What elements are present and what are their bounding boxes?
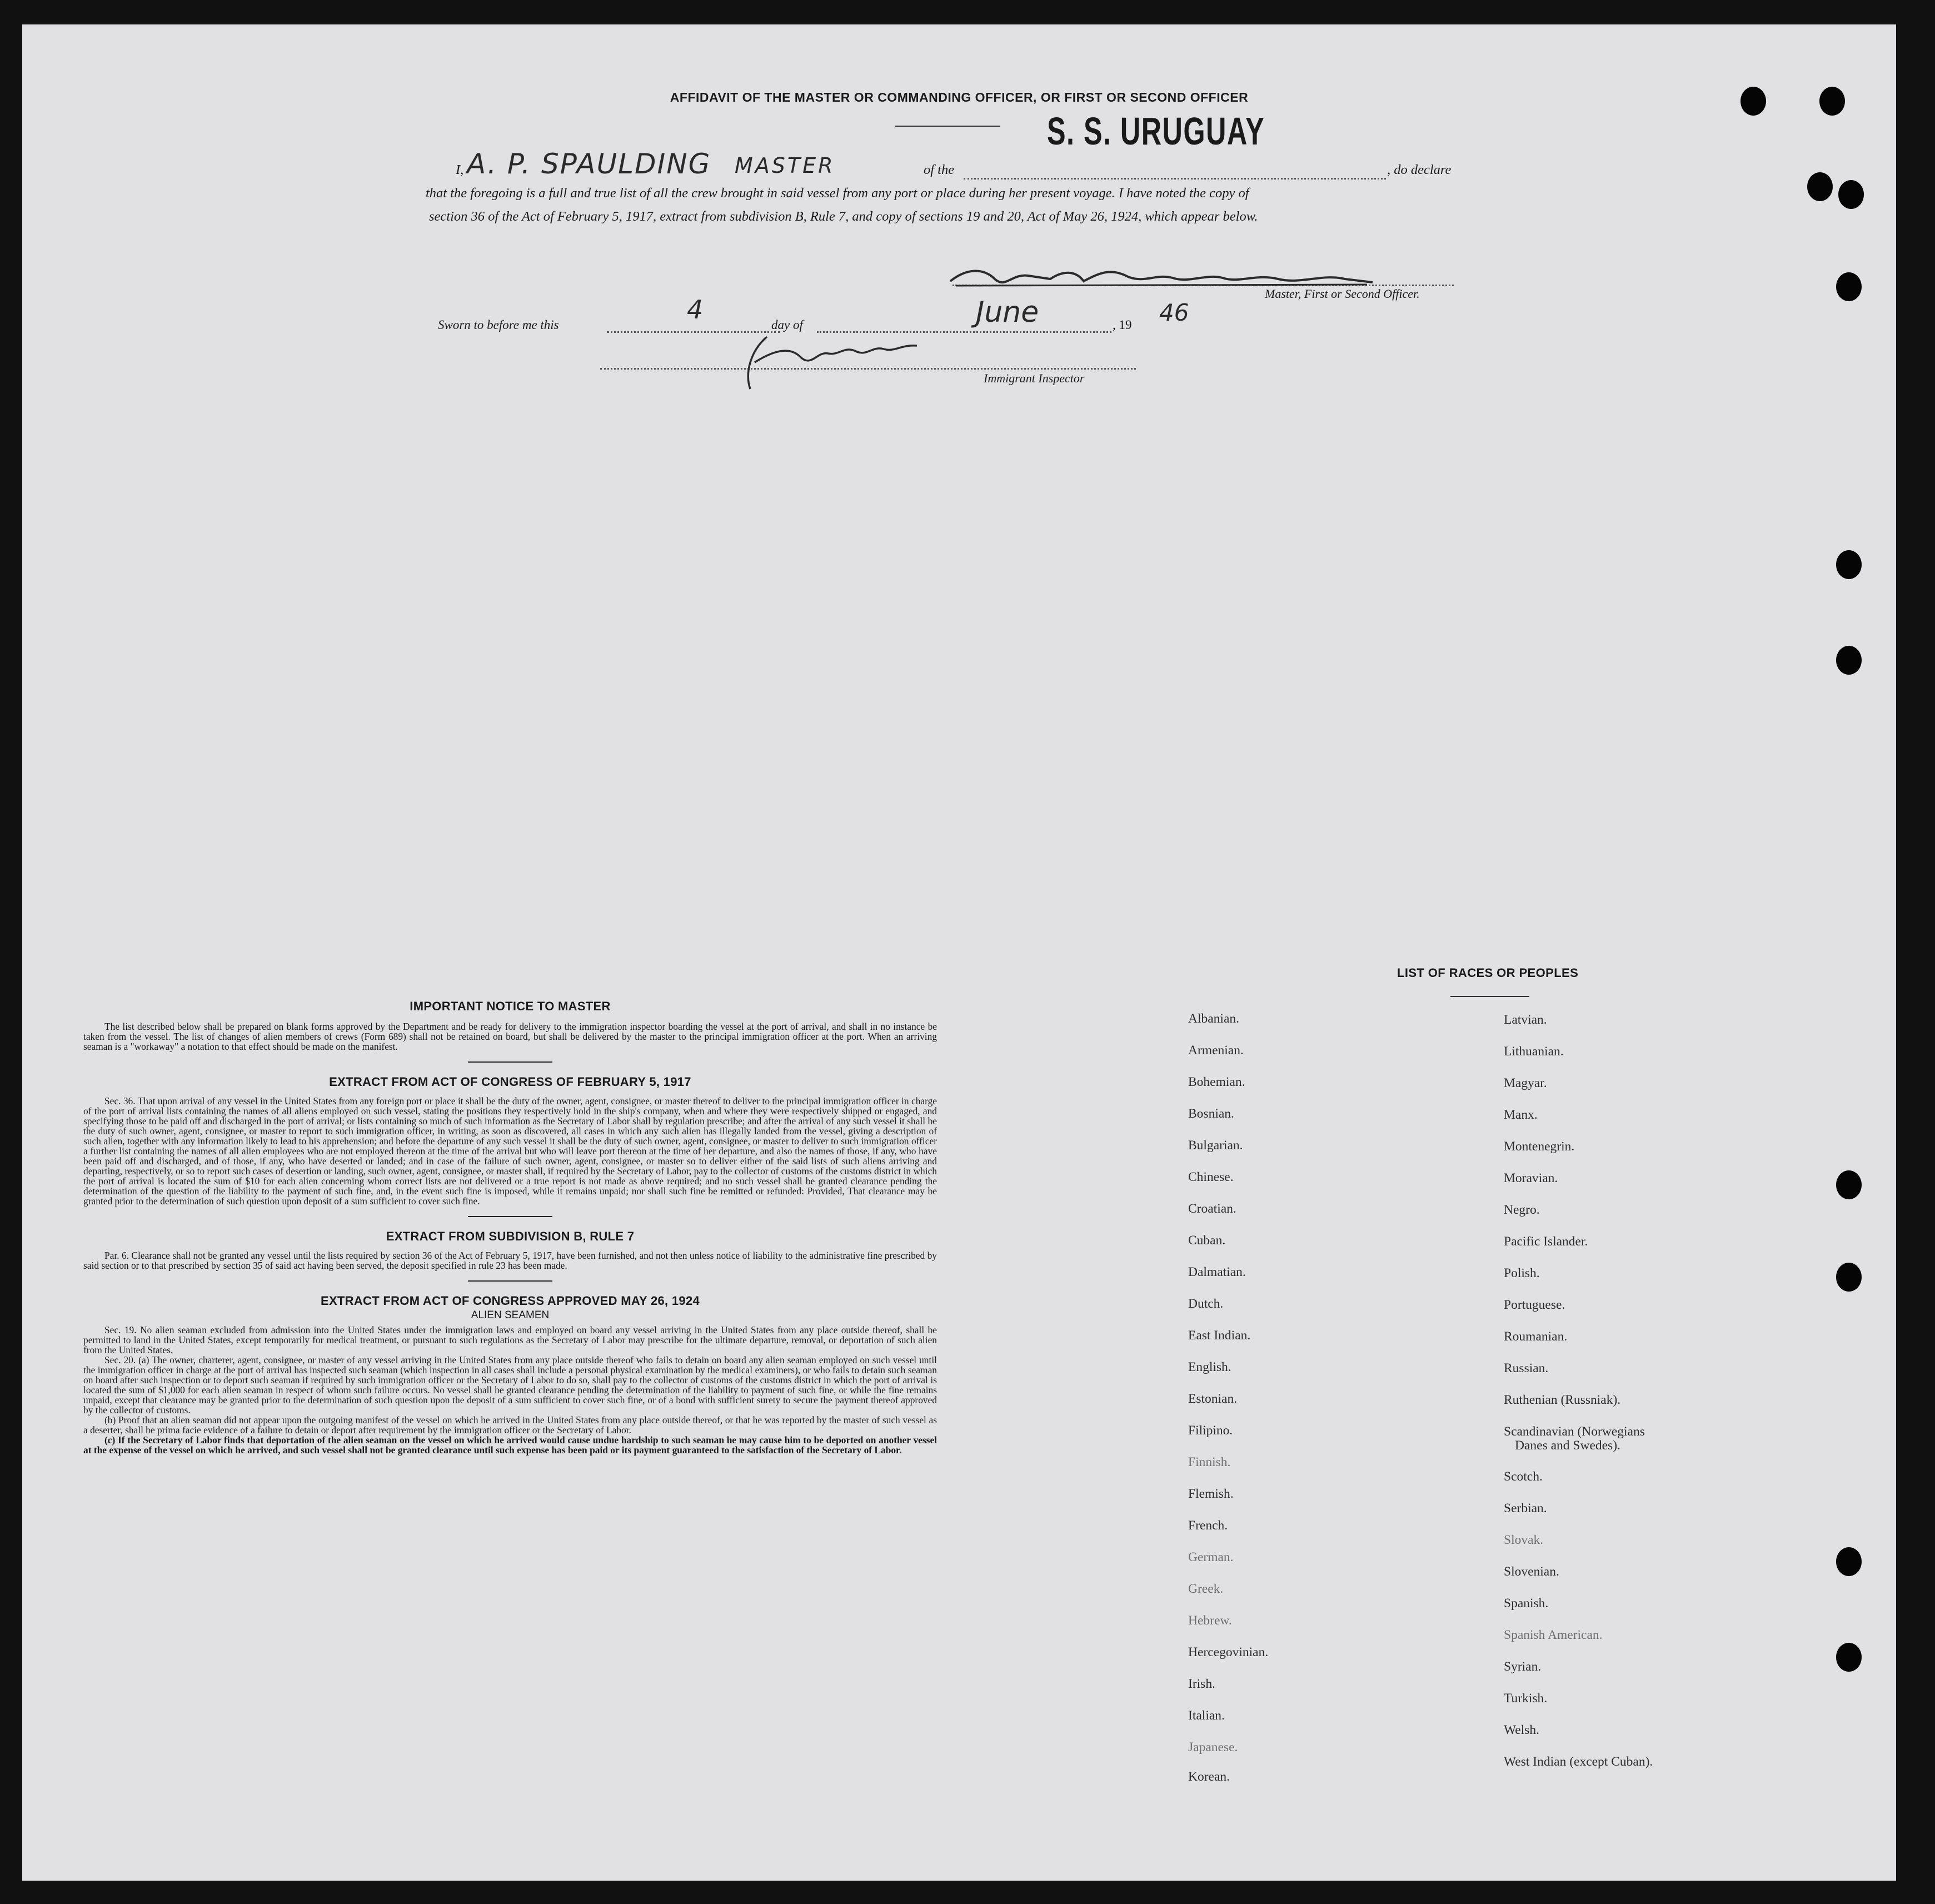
inspector-signature-label: Immigrant Inspector: [984, 371, 1085, 385]
extract-1924-text: [83, 1325, 937, 1455]
handwritten-sworn-month: June: [976, 296, 1039, 329]
affidavit-title: AFFIDAVIT OF THE MASTER OR COMMANDING OFFICER, OR FIRST OR SECOND OFFICER: [670, 90, 1249, 104]
race-item: Italian.: [1188, 1708, 1225, 1723]
race-item: Magyar.: [1504, 1076, 1547, 1090]
race-item: Armenian.: [1188, 1043, 1244, 1058]
race-item: Estonian.: [1188, 1392, 1238, 1406]
declaration-line-2: that the foregoing is a full and true list of all the crew brought in said vessel from any port or place during her present voyage. I have noted the copy of: [426, 186, 1249, 201]
race-item: Polish.: [1504, 1266, 1540, 1280]
punch-hole: [1836, 272, 1862, 301]
race-item: Pacific Islander.: [1504, 1234, 1588, 1249]
handwritten-sworn-day: 4: [687, 295, 704, 325]
race-item: Serbian.: [1504, 1501, 1547, 1516]
race-item: Welsh.: [1504, 1723, 1540, 1737]
race-item: Cuban.: [1188, 1233, 1226, 1248]
race-item: Korean.: [1188, 1770, 1230, 1784]
race-item: Moravian.: [1504, 1171, 1558, 1185]
race-item: Manx.: [1504, 1108, 1538, 1122]
races-title-rule: [1450, 996, 1529, 997]
declaration-suffix: , do declare: [1387, 162, 1452, 177]
extract-rule7-title: EXTRACT FROM SUBDIVISION B, RULE 7: [386, 1229, 635, 1243]
race-item: Portuguese.: [1504, 1298, 1565, 1312]
declaration-line-3: section 36 of the Act of February 5, 1917, extract from subdivision B, Rule 7, and copy of sections 19 and 20, Act of May 26, 1924, which appear below.: [429, 209, 1258, 224]
race-item: Hercegovinian.: [1188, 1645, 1269, 1659]
manifest-page: [22, 24, 1896, 1881]
races-title: LIST OF RACES OR PEOPLES: [1397, 966, 1579, 980]
sec-20b-paragraph: (b) Proof that an alien seaman did not appear upon the outgoing manifest of the vessel on which he arrived in the United States from any place outside thereof, or that he was reported by the master of such vessel as a deserter, shall be prima facie evidence of a failure to detain or deport after requirement by the immigration officer or the Secretary of Labor.: [83, 1414, 937, 1436]
section-divider: [468, 1280, 552, 1282]
extract-1924-title: EXTRACT FROM ACT OF CONGRESS APPROVED MAY 26, 1924: [320, 1294, 700, 1308]
race-item: Slovak.: [1504, 1533, 1544, 1547]
race-item: Filipino.: [1188, 1423, 1233, 1438]
sec-20a-paragraph: Sec. 20. (a) The owner, charterer, agent, consignee, or master of any vessel arriving in the United States from any place outside thereof who fails to detain on board any alien seaman employed on such vessel until the immigration officer in charge at the port of arrival has inspected such seaman (which inspection in all cases shall include a personal physical examination by the medical examiners), or who fails to detain such seaman on board after such inspection or to deport such seaman if required by such immigration officer or the Secretary of Labor to do so, shall pay to the collector of customs of the customs district in which the port of arrival is located the sum of $1,000 for each alien seaman in respect of whom such failure occurs. No vessel shall be granted clearance pending the determination of the liability to payment of such fine, or while the fine remains unpaid, except that clearance may be granted prior to the determination of such question upon the deposit of a sum sufficient to cover such fine, or of a bond with sufficient surety to secure the payment thereof approved by the collector of customs.: [83, 1354, 937, 1415]
race-item: Turkish.: [1504, 1691, 1548, 1706]
race-item: West Indian (except Cuban).: [1504, 1755, 1653, 1769]
race-item: Spanish.: [1504, 1596, 1549, 1611]
race-item: Croatian.: [1188, 1202, 1236, 1216]
extract-1917-title: EXTRACT FROM ACT OF CONGRESS OF FEBRUARY 5, 1917: [329, 1075, 691, 1089]
race-item: Russian.: [1504, 1361, 1549, 1375]
race-item: Dutch.: [1188, 1297, 1224, 1311]
race-item: Bosnian.: [1188, 1106, 1234, 1121]
alien-seamen-subtitle: ALIEN SEAMEN: [471, 1309, 550, 1321]
sec-19-paragraph: Sec. 19. No alien seaman excluded from admission into the United States under the immigration laws and employed on board any vessel arriving in the United States from any place outside thereof, shall be permitted to land in the United States, except temporarily for medical treatment, or pursuant to such regulations as the Secretary of Labor may prescribe for the ultimate departure, removal, or deportation of such alien from the United States.: [83, 1324, 937, 1355]
punch-hole: [1836, 1547, 1862, 1576]
race-item: Scandinavian (Norwegians: [1504, 1424, 1645, 1439]
ship-name: S. S. URUGUAY: [1047, 109, 1265, 153]
punch-hole: [1836, 1643, 1862, 1672]
race-item: East Indian.: [1188, 1328, 1251, 1343]
sec-20c-paragraph: (c) If the Secretary of Labor finds that deportation of the alien seaman on the vessel on which he arrived would cause undue hardship to such seaman he may cause him to be deported on another vessel at the expense of the vessel on which he arrived, and such vessel shall not be granted clearance until such expense has been paid or its payment guaranteed to the satisfaction of the Secretary of Labor.: [83, 1434, 937, 1456]
race-item: Greek.: [1188, 1582, 1224, 1596]
race-item: Montenegrin.: [1504, 1139, 1575, 1154]
punch-hole: [1838, 180, 1864, 209]
notice-paragraph: The list described below shall be prepared on blank forms approved by the Department and be ready for delivery to the immigration inspector boarding the vessel at the port of arrival, and shall in no instance be taken from the vessel. The list of changes of alien members of crews (Form 689) shall not be retained on board, but shall be delivered by the master to the principal immigration officer at the port. When an arriving seaman is a "workaway" a notation to that effect should be made on the manifest.: [83, 1021, 937, 1052]
race-item: Roumanian.: [1504, 1329, 1568, 1344]
declaration-of-the: of the: [924, 162, 955, 177]
notice-title: IMPORTANT NOTICE TO MASTER: [410, 999, 611, 1013]
handwritten-master-name: A. P. SPAULDING: [467, 148, 711, 180]
sec-36-paragraph: Sec. 36. That upon arrival of any vessel in the United States from any foreign port or place it shall be the duty of the owner, agent, consignee, or master thereof to deliver to the principal immigration officer in charge of the port of arrival lists containing the names of all aliens employed on such vessel, stating the positions they respectively hold in the ship's company, when and where they were respectively shipped or engaged, and specifying those to be paid off and discharged in the port of arrival; or lists containing so much of such information as the Secretary of Labor shall by regulation prescribe; and after the arrival of any such vessel it shall be the duty of such owner, agent, consignee, or master to report to such immigration officer, in writing, as soon as discovered, all cases in which any such alien has illegally landed from the vessel, giving a description of such alien, together with any information likely to lead to his apprehension; and before the departure of any such vessel it shall be the duty of such owner, agent, consignee, or master to deliver to such immigration officer a further list containing the names of all alien employees who are not employed thereon at the time of the arrival but who will leave port thereon at the time of her departure, and also the names of those, if any, who have been paid off and discharged, and of those, if any, who have deserted or landed; and in case of the failure of such owner, agent, consignee, or master so to deliver either of the said lists of such aliens arriving and departing, respectively, or so to report such cases of desertion or landing, such owner, agent, consignee, or master shall, if required by the Secretary of Labor, pay to the collector of customs of the customs district in which the port of arrival is located the sum of $10 for each alien concerning whom correct lists are not delivered or a true report is not made as above required; and no such vessel shall be granted clearance pending the determination of the question of the liability to the payment of such fine, and, in the event such fine is imposed, while it remains unpaid; nor shall such fine be remitted or refunded: Provided, That clearance may be granted prior to the determination of such question upon deposit of a sum sufficient to cover such fine.: [83, 1095, 937, 1207]
race-item: Chinese.: [1188, 1170, 1234, 1184]
race-item: Hebrew.: [1188, 1613, 1232, 1628]
race-item: Lithuanian.: [1504, 1044, 1564, 1059]
punch-hole: [1836, 646, 1862, 675]
race-item: Flemish.: [1188, 1487, 1234, 1501]
day-of-label: day of: [771, 318, 803, 332]
race-item: Danes and Swedes).: [1515, 1438, 1620, 1453]
race-item: Japanese.: [1188, 1740, 1238, 1755]
race-item: Bohemian.: [1188, 1075, 1245, 1089]
par-6-paragraph: Par. 6. Clearance shall not be granted any vessel until the lists required by section 36 of the Act of February 5, 1917, have been furnished, and not then unless notice of liability to the administrative fine prescribed by said section or to that prescribed by section 35 of said act having been served, the deposit specified in rule 23 has been made.: [83, 1250, 937, 1271]
notice-text: [83, 1021, 937, 1051]
punch-hole: [1836, 1170, 1862, 1199]
year-prefix: , 19: [1113, 318, 1132, 332]
race-item: Albanian.: [1188, 1011, 1240, 1026]
race-item: Slovenian.: [1504, 1564, 1559, 1579]
handwritten-master-title: MASTER: [735, 153, 835, 178]
inspector-signature: [734, 329, 934, 396]
race-item: Ruthenian (Russniak).: [1504, 1393, 1621, 1407]
race-item: Scotch.: [1504, 1469, 1543, 1484]
race-item: Bulgarian.: [1188, 1138, 1243, 1153]
race-item: Spanish American.: [1504, 1628, 1603, 1642]
punch-hole: [1807, 172, 1833, 201]
race-item: French.: [1188, 1518, 1228, 1533]
section-divider: [468, 1216, 552, 1217]
vessel-dotted-line: [964, 178, 1386, 180]
master-signature-label: Master, First or Second Officer.: [1265, 287, 1420, 301]
extract-rule7-text: [83, 1250, 937, 1270]
section-divider: [468, 1061, 552, 1063]
punch-hole: [1836, 1263, 1862, 1292]
race-item: Latvian.: [1504, 1013, 1547, 1027]
race-item: Finnish.: [1188, 1455, 1231, 1469]
sworn-label: Sworn to before me this: [438, 318, 559, 332]
legal-notices: [83, 999, 937, 1455]
extract-1917-text: [83, 1096, 937, 1206]
handwritten-sworn-year: 46: [1159, 299, 1189, 326]
race-item: Dalmatian.: [1188, 1265, 1246, 1279]
race-item: Negro.: [1504, 1203, 1540, 1217]
race-item: Irish.: [1188, 1677, 1215, 1691]
title-underline: [895, 126, 1000, 127]
punch-hole: [1836, 550, 1862, 579]
declaration-prefix: I,: [456, 162, 464, 177]
race-item: German.: [1188, 1550, 1234, 1564]
race-item: Syrian.: [1504, 1659, 1542, 1674]
race-item: English.: [1188, 1360, 1231, 1374]
